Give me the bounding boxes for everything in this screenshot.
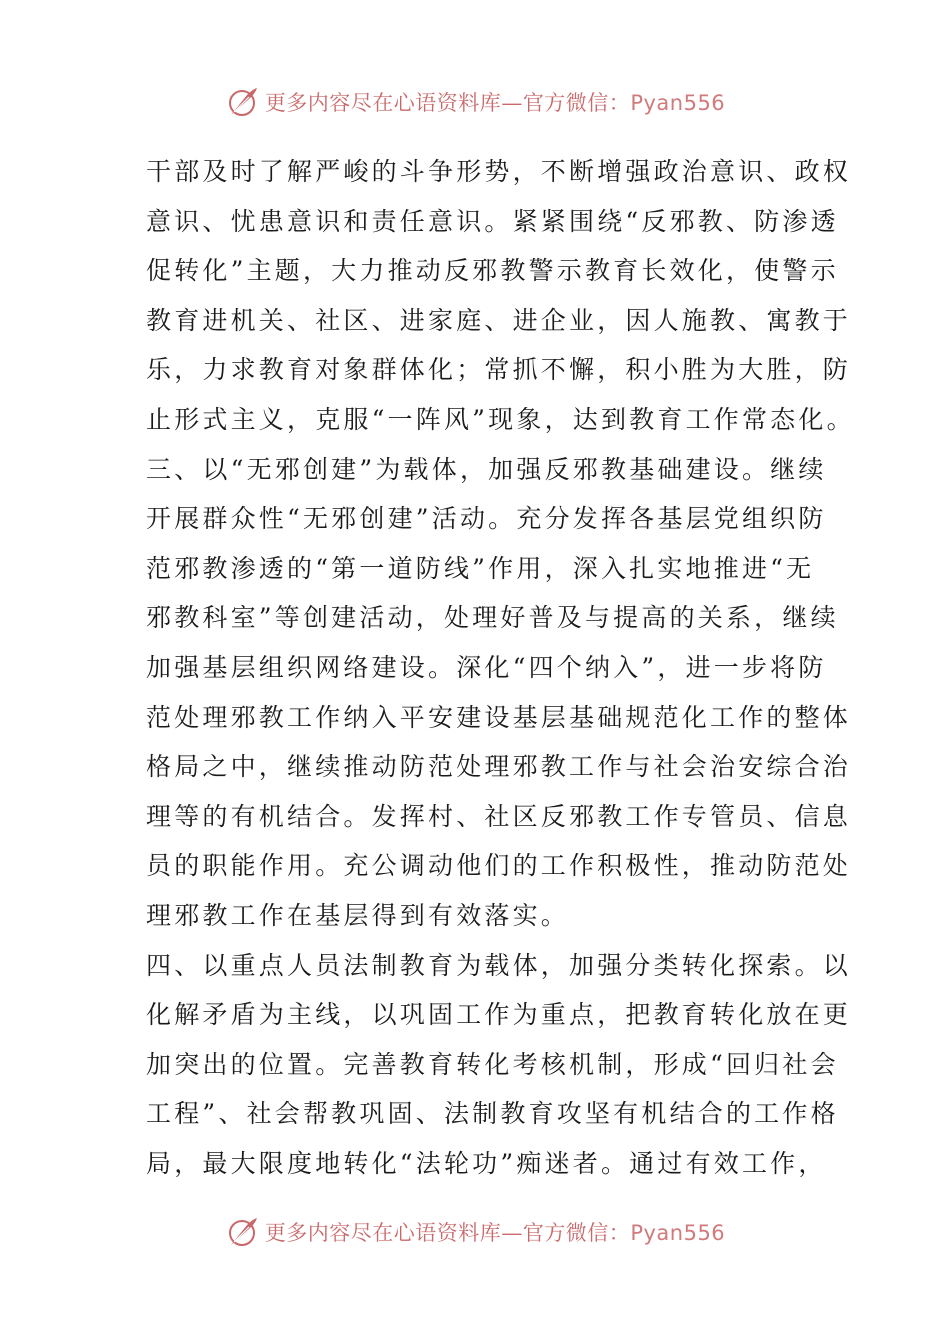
text-line: 加突出的位置。完善教育转化考核机制，形成“回归社会	[146, 1049, 839, 1079]
text-line: 理等的有机结合。发挥村、社区反邪教工作专管员、信息	[146, 801, 852, 831]
text-line: 范邪教渗透的“第一道防线”作用，深入扎实地推进“无	[146, 553, 815, 583]
text-line: 格局之中，继续推动防范处理邪教工作与社会治安综合治	[146, 752, 852, 782]
text-line: 工程”、社会帮教巩固、法制教育攻坚有机结合的工作格	[146, 1099, 839, 1129]
section-heading-line: 三、以“无邪创建”为载体，加强反邪教基础建设。继续	[146, 454, 827, 484]
text-line: 促转化”主题，大力推动反邪教警示教育长效化，使警示	[146, 256, 839, 286]
text-line: 止形式主义，克服“一阵风”现象，达到教育工作常态化。	[146, 404, 855, 434]
header-watermark-banner	[0, 82, 950, 122]
text-line: 教育进机关、社区、进家庭、进企业，因人施教、寓教于	[146, 305, 852, 335]
text-line: 干部及时了解严峻的斗争形势，不断增强政治意识、政权	[146, 157, 852, 186]
text-line: 意识、忧患意识和责任意识。紧紧围绕“反邪教、防渗透	[146, 206, 839, 236]
section-heading-line: 四、以重点人员法制教育为载体，加强分类转化探索。以	[146, 950, 852, 980]
text-line: 开展群众性“无邪创建”活动。充分发挥各基层党组织防	[146, 504, 827, 534]
document-body	[146, 147, 855, 1188]
quill-pen-logo-icon	[225, 1215, 259, 1249]
text-line: 邪教科室”等创建活动，处理好普及与提高的关系，继续	[146, 603, 839, 633]
text-line: 局，最大限度地转化“法轮功”痴迷者。通过有效工作，	[146, 1148, 827, 1178]
text-line: 乐，力求教育对象群体化；常抓不懈，积小胜为大胜，防	[146, 355, 852, 385]
footer-watermark-banner	[0, 1212, 950, 1252]
text-line: 理邪教工作在基层得到有效落实。	[146, 900, 570, 930]
text-line: 化解矛盾为主线，以巩固工作为重点，把教育转化放在更	[146, 1000, 852, 1030]
text-line: 范处理邪教工作纳入平安建设基层基础规范化工作的整体	[146, 702, 852, 732]
text-line: 加强基层组织网络建设。深化“四个纳入”，进一步将防	[146, 652, 827, 682]
banner-text: 更多内容尽在心语资料库—官方微信：Pyan556	[264, 91, 726, 115]
quill-pen-logo-icon	[225, 85, 259, 119]
text-line: 员的职能作用。充公调动他们的工作积极性，推动防范处	[146, 851, 852, 881]
banner-text: 更多内容尽在心语资料库—官方微信：Pyan556	[264, 1221, 726, 1245]
